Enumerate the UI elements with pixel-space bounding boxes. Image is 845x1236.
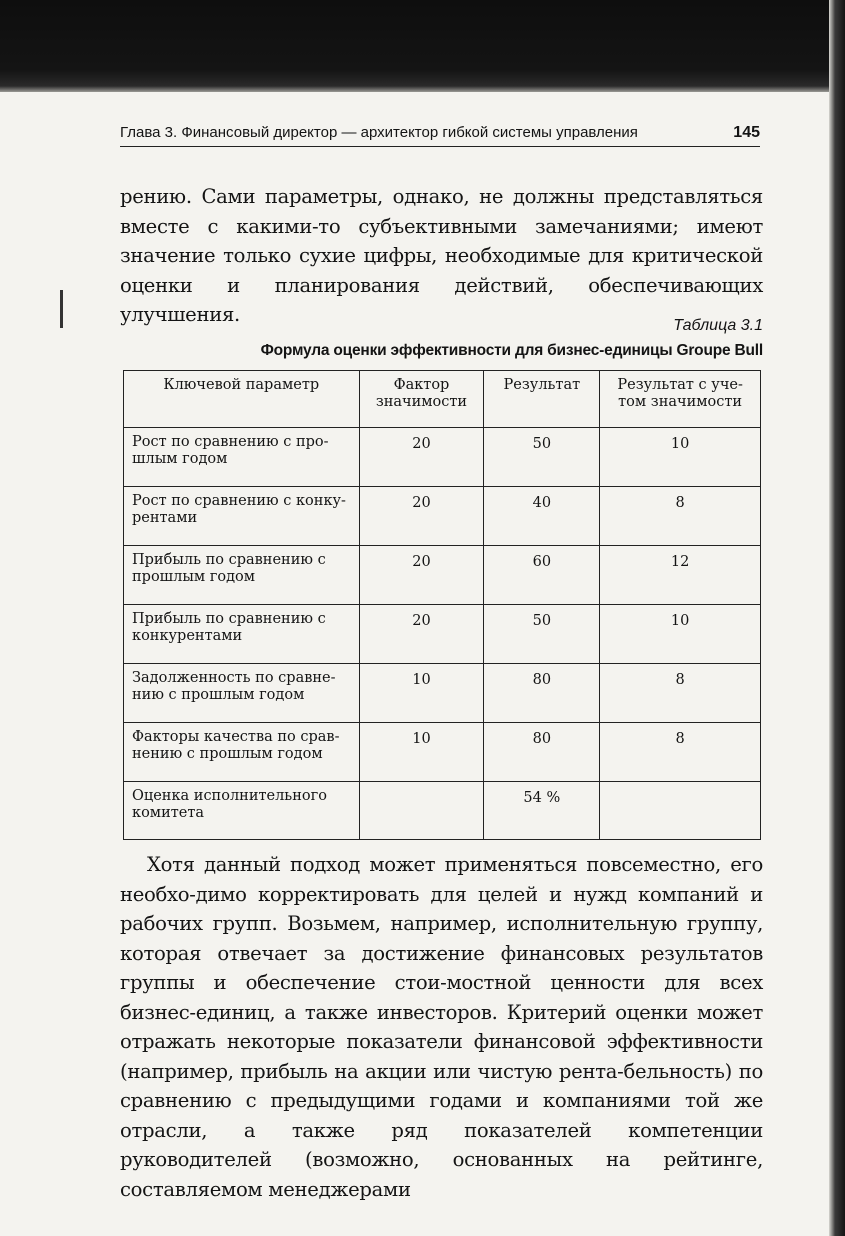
cell-factor: 20 [359,487,484,546]
cell-parameter: Задолженность по сравне-нию с прошлым годом [124,664,360,723]
performance-table [123,370,761,840]
cell-weighted: 10 [600,428,761,487]
cell-factor [359,782,484,840]
scan-dark-border-top [0,0,845,92]
cell-result-total: 54 % [484,782,600,840]
table-row [124,487,761,546]
cell-weighted: 10 [600,605,761,664]
cell-parameter: Прибыль по сравнению с прошлым годом [124,546,360,605]
cell-parameter: Прибыль по сравнению с конкурентами [124,605,360,664]
table-row [124,605,761,664]
table-row [124,664,761,723]
table-row [124,723,761,782]
cell-factor: 20 [359,605,484,664]
cell-result: 80 [484,723,600,782]
header-key-parameter: Ключевой параметр [124,371,360,428]
cell-weighted: 8 [600,723,761,782]
cell-weighted: 12 [600,546,761,605]
cell-parameter: Рост по сравнению с конку-рентами [124,487,360,546]
table-title: Формула оценки эффективности для бизнес-единицы Groupe Bull [260,342,763,359]
body-paragraph-1: рению. Сами параметры, однако, не должны представляться вместе с какими-то субъективными замечаниями; имеют значение только сухие цифры, необходимые для критической оценки и планирования действий, обеспечивающих улучшения. [120,185,763,326]
chapter-title: Глава 3. Финансовый директор — архитектор гибкой системы управления [120,124,638,141]
table-row [124,546,761,605]
cell-weighted: 8 [600,664,761,723]
cell-factor: 20 [359,428,484,487]
table-label: Таблица 3.1 [673,317,763,334]
body-paragraph-2: Хотя данный подход может применяться повсеместно, его необхо-димо корректировать для целей и нужд компаний и рабочих групп. Возьмем, например, исполнительную группу, которая отвечает за достижение финансовых результатов группы и обеспечение стои-мостной ценности для всех бизнес-единиц, а также инвесторов. Критерий оценки может отражать некоторые показатели финансовой эффективности (например, прибыль на акции или чистую рента-бельность) по сравнению с предыдущими годами и компаниями той же отрасли, а также ряд показателей компетенции руководителей (возможно, основанных на рейтинге, составляемом менеджерами [120,853,763,1201]
header-result: Результат [484,371,600,428]
cell-weighted [600,782,761,840]
cell-parameter: Оценка исполнительного комитета [124,782,360,840]
running-header [120,124,760,142]
cell-result: 80 [484,664,600,723]
cell-weighted: 8 [600,487,761,546]
table-row-total [124,782,761,840]
cell-result: 60 [484,546,600,605]
cell-result: 40 [484,487,600,546]
page-number: 145 [733,124,760,141]
book-page [0,92,829,1236]
cell-parameter: Рост по сравнению с про-шлым годом [124,428,360,487]
cell-factor: 20 [359,546,484,605]
cell-result: 50 [484,428,600,487]
cell-result: 50 [484,605,600,664]
cell-factor: 10 [359,664,484,723]
table-row [124,428,761,487]
scan-dark-border-right [829,0,845,1236]
header-rule [120,146,760,147]
header-weighted-result: Результат с уче-том значимости [600,371,761,428]
table-header-row [124,371,761,428]
cell-factor: 10 [359,723,484,782]
header-significance-factor: Фактор значимости [359,371,484,428]
cell-parameter: Факторы качества по срав-нению с прошлым годом [124,723,360,782]
